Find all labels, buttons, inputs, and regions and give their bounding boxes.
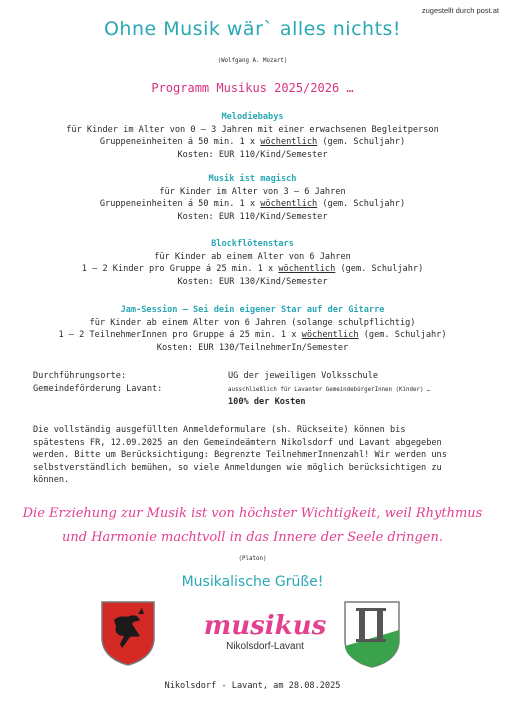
registration-text <box>33 424 483 487</box>
section-jam-session <box>0 304 505 354</box>
quote-line-2: und Harmonie machtvoll in das Innere der Seele dringen. <box>62 530 443 545</box>
location-label: Durchführungsorte: <box>33 371 127 381</box>
musikus-logo <box>200 613 330 652</box>
section-musik-ist-magisch <box>0 173 505 223</box>
quote-line-1: Die Erziehung zur Musik ist von höchster Wichtigkeit, weil Rhythmus <box>22 506 483 521</box>
section-audience: für Kinder ab einem Alter von 6 Jahren (solange schulpflichtig) <box>89 317 416 328</box>
section-melodiebabys <box>0 111 505 161</box>
section-audience: für Kinder ab einem Alter von 6 Jahren <box>154 251 351 262</box>
lavant-crest-icon <box>100 600 156 666</box>
text-line: selbstverständlich bemühen, so viele Anmeldungen wie möglich berücksichtigen zu <box>33 462 442 473</box>
postal-stamp: zugestellt durch post.at <box>421 6 499 15</box>
section-cost: Kosten: EUR 130/Kind/Semester <box>177 276 328 287</box>
funding-value: 100% der Kosten <box>228 397 306 407</box>
text-line: werden. Bitte um Berücksichtigung: Begrenzte TeilnehmerInnenzahl! Wir werden uns <box>33 450 447 460</box>
title-attribution: (Wolfgang A. Mozart) <box>217 58 288 64</box>
greeting: Musikalische Grüße! <box>181 574 324 590</box>
location-value: UG der jeweiligen Volksschule <box>228 371 379 381</box>
section-cost: Kosten: EUR 130/TeilnehmerIn/Semester <box>156 342 349 353</box>
logo-subtitle: Nikolsdorf-Lavant <box>226 641 304 652</box>
text-line: spätestens FR, 12.09.2025 an den Gemeindeämtern Nikolsdorf und Lavant abgegeben <box>33 437 442 448</box>
text-line: können. <box>33 475 70 485</box>
section-cost: Kosten: EUR 110/Kind/Semester <box>177 149 328 160</box>
section-audience: für Kinder im Alter von 3 – 6 Jahren <box>159 186 346 197</box>
section-title: Jam-Session – Sei dein eigener Star auf der Gitarre <box>120 305 385 315</box>
footer-date: Nikolsdorf - Lavant, am 28.08.2025 <box>164 681 341 691</box>
quote-attribution: (Platon) <box>238 556 267 562</box>
section-schedule: Gruppeneinheiten á 50 min. 1 x wöchentlich (gem. Schuljahr) <box>99 137 406 147</box>
section-title: Musik ist magisch <box>208 174 297 184</box>
logo-brand: musikus <box>203 611 327 641</box>
text-line: Die vollständig ausgefüllten Anmeldeformulare (sh. Rückseite) können bis <box>33 425 406 435</box>
funding-note: ausschließlich für Lavanter GemeindebürgerInnen (Kinder) … <box>228 387 431 393</box>
funding-label: Gemeindeförderung Lavant: <box>33 384 163 394</box>
section-blockfloetenstars <box>0 238 505 288</box>
page-title: Ohne Musik wär` alles nichts! <box>103 18 402 40</box>
program-title: Programm Musikus 2025/2026 … <box>151 81 354 95</box>
section-title: Blockflötenstars <box>211 239 294 249</box>
section-audience: für Kinder im Alter von 0 – 3 Jahren mit einer erwachsenen Begleitperson <box>66 124 439 135</box>
nikolsdorf-crest-icon <box>343 600 401 668</box>
section-schedule: 1 – 2 Kinder pro Gruppe á 25 min. 1 x wöchentlich (gem. Schuljahr) <box>81 264 424 274</box>
section-title: Melodiebabys <box>221 112 284 122</box>
section-schedule: 1 – 2 TeilnehmerInnen pro Gruppe á 25 min. 1 x wöchentlich (gem. Schuljahr) <box>58 330 447 340</box>
section-cost: Kosten: EUR 110/Kind/Semester <box>177 211 328 222</box>
section-schedule: Gruppeneinheiten á 50 min. 1 x wöchentlich (gem. Schuljahr) <box>99 199 406 209</box>
